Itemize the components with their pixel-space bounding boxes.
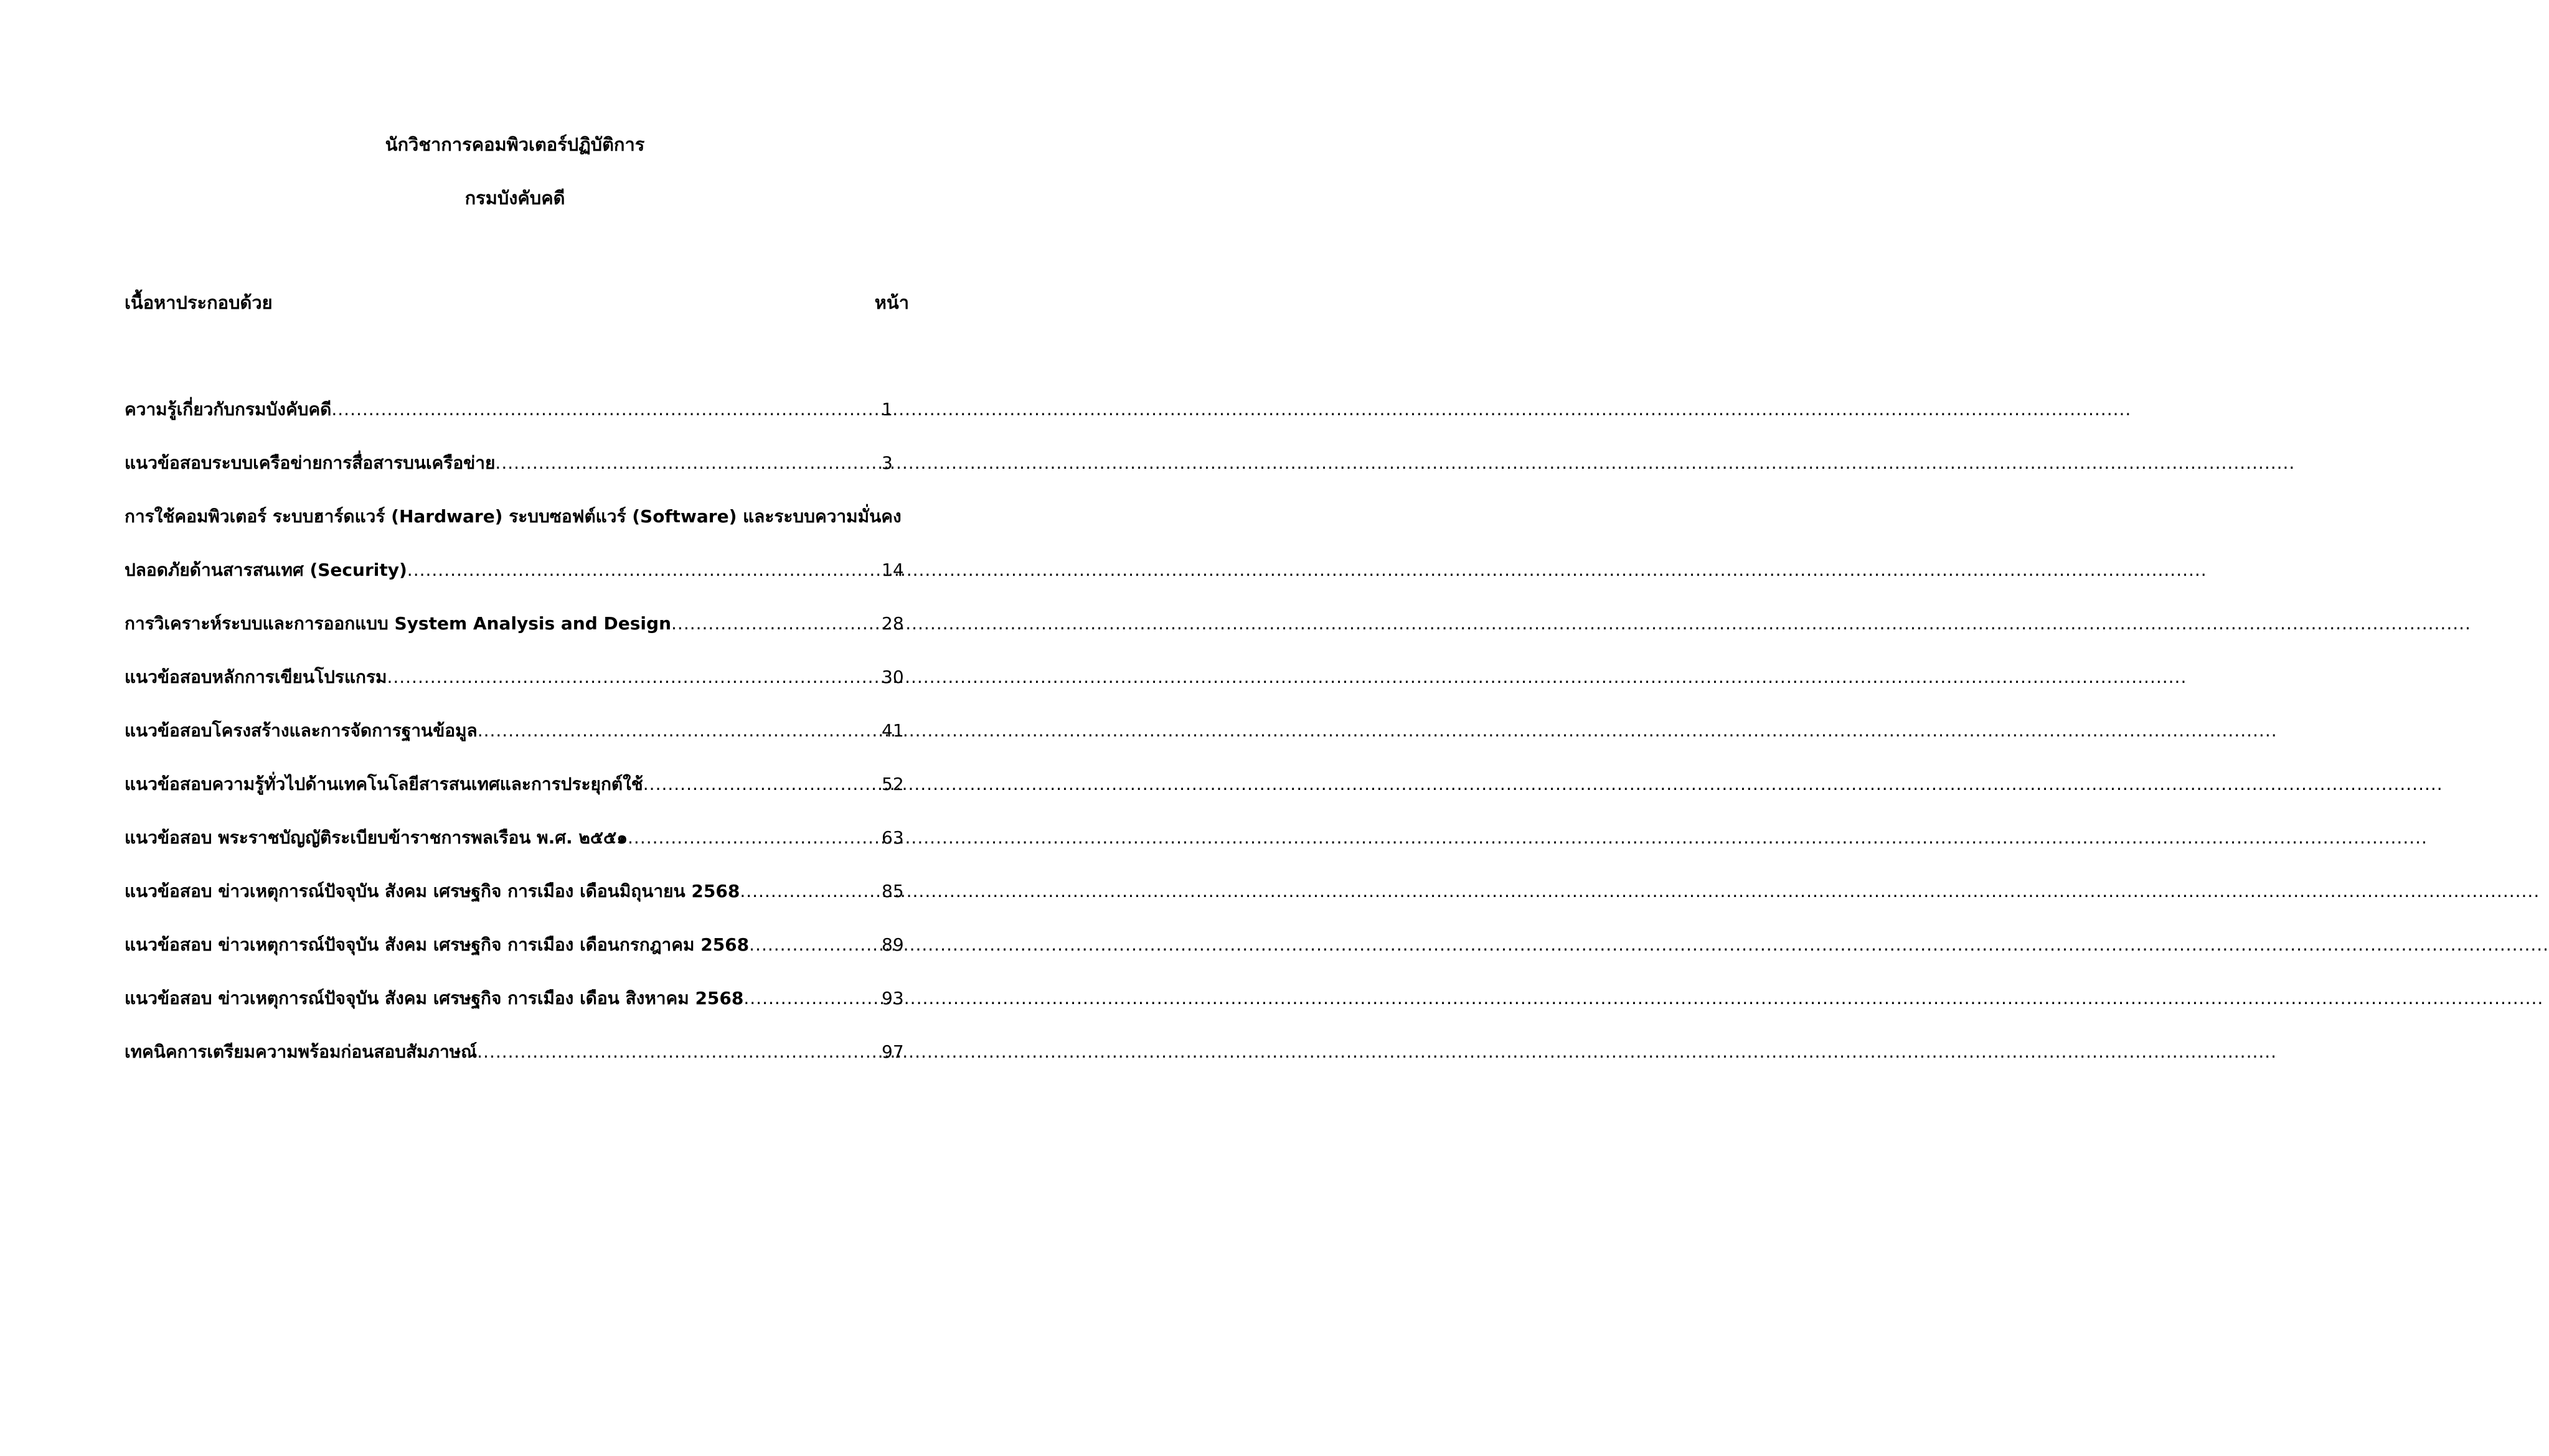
toc-entry[interactable]	[125, 985, 909, 1012]
toc-entry-page: 3	[882, 453, 893, 473]
toc-entry[interactable]	[125, 610, 909, 637]
toc-entry-title[interactable]: การวิเคราะห์ระบบและการออกแบบ System Analysis and Design	[125, 613, 672, 634]
toc-entry[interactable]	[125, 396, 909, 423]
toc-entry-title[interactable]: ความรู้เกี่ยวกับกรมบังคับคดี	[125, 399, 332, 420]
toc-entry-title-line1[interactable]: การใช้คอมพิวเตอร์ ระบบฮาร์ดแวร์ (Hardware) ระบบซอฟต์แวร์ (Software) และระบบความมั่นคง	[125, 506, 902, 527]
toc-entry-page: 97	[882, 1041, 904, 1062]
dot-leader	[743, 985, 879, 1012]
toc-entry-title[interactable]: แนวข้อสอบหลักการเขียนโปรแกรม	[125, 667, 387, 687]
table-of-contents	[125, 396, 909, 1092]
toc-entry-title[interactable]: เทคนิคการเตรียมความพร้อมก่อนสอบสัมภาษณ์	[125, 1041, 478, 1062]
dot-leader	[740, 878, 879, 904]
document-title: นักวิชาการคอมพิวเตอร์ปฏิบัติการ	[385, 134, 645, 155]
toc-entry-page: 41	[882, 720, 904, 741]
dot-leader	[749, 931, 879, 958]
dot-leader	[331, 396, 879, 423]
toc-entry[interactable]	[125, 557, 909, 583]
toc-entry[interactable]	[125, 664, 909, 690]
toc-entry[interactable]	[125, 1038, 909, 1065]
dot-leader	[495, 449, 879, 476]
toc-page-label: หน้า	[874, 292, 909, 313]
dot-leader	[387, 664, 879, 690]
toc-header	[125, 290, 909, 315]
toc-entry-title[interactable]: แนวข้อสอบ พระราชบัญญัติระเบียบข้าราชการพลเรือน พ.ศ. ๒๕๕๑	[125, 827, 628, 848]
toc-entry-title[interactable]: แนวข้อสอบ ข่าวเหตุการณ์ปัจจุบัน สังคม เศรษฐกิจ การเมือง เดือน สิงหาคม 2568	[125, 988, 744, 1008]
toc-entry-page: 85	[882, 881, 904, 901]
toc-entry[interactable]	[125, 449, 909, 476]
dot-leader	[478, 717, 879, 744]
toc-entry-title[interactable]: แนวข้อสอบ ข่าวเหตุการณ์ปัจจุบัน สังคม เศรษฐกิจ การเมือง เดือนกรกฎาคม 2568	[125, 934, 750, 955]
toc-entry-multiline[interactable]	[125, 503, 909, 583]
toc-entry[interactable]	[125, 771, 909, 797]
toc-entry-page: 1	[882, 399, 893, 420]
toc-entry-title[interactable]: แนวข้อสอบ ข่าวเหตุการณ์ปัจจุบัน สังคม เศรษฐกิจ การเมือง เดือนมิถุนายน 2568	[125, 881, 740, 901]
toc-entry[interactable]	[125, 931, 909, 958]
toc-entry-page: 89	[882, 934, 904, 955]
dot-leader	[477, 1038, 879, 1065]
dot-leader	[407, 557, 879, 583]
dot-leader	[671, 610, 879, 637]
toc-entry-title[interactable]: แนวข้อสอบโครงสร้างและการจัดการฐานข้อมูล	[125, 720, 478, 741]
toc-entry-page: 52	[882, 774, 904, 794]
toc-entry[interactable]	[125, 878, 909, 904]
toc-entry[interactable]	[125, 824, 909, 851]
toc-entry-page: 14	[882, 560, 904, 580]
toc-entry[interactable]	[125, 717, 909, 744]
toc-entry-page: 63	[882, 827, 904, 848]
toc-entry-page: 28	[882, 613, 904, 634]
toc-entry-page: 30	[882, 667, 904, 687]
document-subtitle: กรมบังคับคดี	[464, 187, 565, 209]
toc-contents-label: เนื้อหาประกอบด้วย	[125, 292, 273, 313]
dot-leader	[628, 824, 879, 851]
dot-leader	[643, 771, 879, 797]
toc-entry-page: 93	[882, 988, 904, 1008]
toc-entry-title[interactable]: แนวข้อสอบความรู้ทั่วไปด้านเทคโนโลยีสารสนเทศและการประยุกต์ใช้	[125, 774, 643, 794]
toc-entry-title[interactable]: ปลอดภัยด้านสารสนเทศ (Security)	[125, 560, 407, 580]
toc-entry-title[interactable]: แนวข้อสอบระบบเครือข่ายการสื่อสารบนเครือข่าย	[125, 453, 496, 473]
